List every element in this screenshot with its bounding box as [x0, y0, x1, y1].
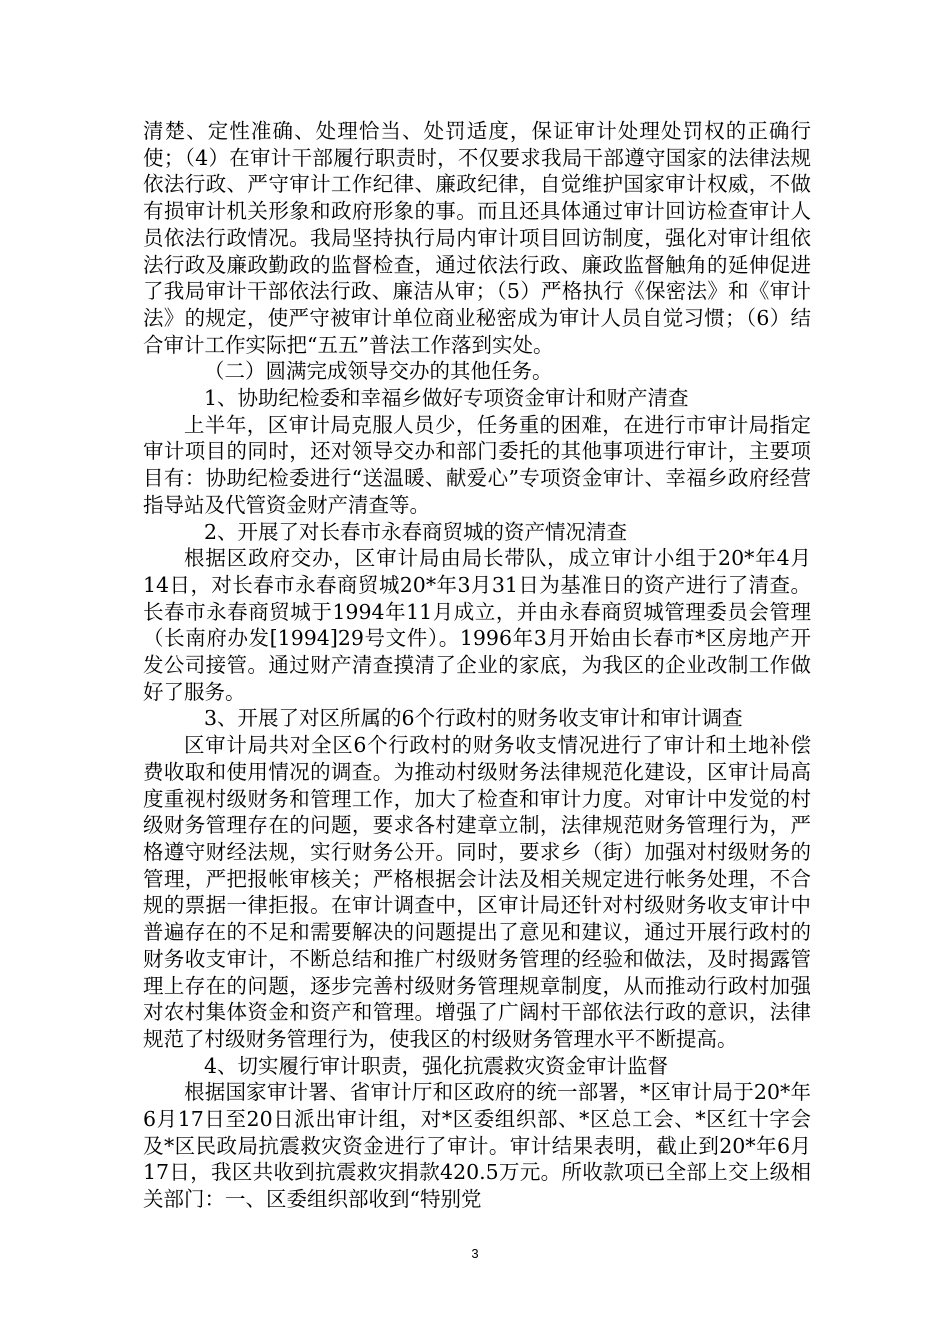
- page-number: 3: [471, 1246, 479, 1261]
- subheading-4: 4、切实履行审计职责，强化抗震救灾资金审计监督: [204, 1053, 669, 1078]
- subheading-1: 1、协助纪检委和幸福乡做好专项资金审计和财产清查: [204, 386, 689, 411]
- subheading-3: 3、开展了对区所属的6个行政村的财务收支审计和审计调查: [204, 706, 743, 731]
- subheading-2: 2、开展了对长春市永春商贸城的资产情况清查: [204, 519, 628, 544]
- paragraph-continuation: 清楚、定性准确、处理恰当、处罚适度，保证审计处理处罚权的正确行使；（4）在审计干部履行职责时，不仅要求我局干部遵守国家的法律法规依法行政、严守审计工作纪律、廉政纪律，自觉维护国家审计权威，不做有损审计机关形象和政府形象的事。而且还具体通过审计回访检查审计人员依法行政情况。我局坚持执行局内审计项目回访制度，强化对审计组依法行政及廉政勤政的监督检查，通过依法行政、廉政监督触角的延伸促进了我局审计干部依法行政、廉洁从审；（5）严格执行《保密法》和《审计法》的规定，使严守被审计单位商业秘密成为审计人员自觉习惯；（6）结合审计工作实际把“五五”普法工作落到实处。: [143, 119, 811, 357]
- paragraph-3: 区审计局共对全区6个行政村的财务收支情况进行了审计和土地补偿费收取和使用情况的调查。为推动村级财务法律规范化建设，区审计局高度重视村级财务和管理工作，加大了检查和审计力度。对审计中发觉的村级财务管理存在的问题，要求各村建章立制，法律规范财务管理行为，严格遵守财经法规，实行财务公开。同时，要求乡（街）加强对村级财务的管理，严把报帐审核关；严格根据会计法及相关规定进行帐务处理，不合规的票据一律拒报。在审计调查中，区审计局还针对村级财务收支审计中普遍存在的不足和需要解决的问题提出了意见和建议，通过开展行政村的财务收支审计，不断总结和推广村级财务管理的经验和做法，及时揭露管理上存在的问题，逐步完善村级财务管理规章制度，从而推动行政村加强对农村集体资金和资产和管理。增强了广阔村干部依法行政的意识，法律规范了村级财务管理行为，使我区的村级财务管理水平不断提高。: [143, 733, 811, 1051]
- document-body: [143, 118, 811, 1213]
- paragraph-4: 根据国家审计署、省审计厅和区政府的统一部署，*区审计局于20*年6月17日至20日派出审计组，对*区委组织部、*区总工会、*区红十字会及*区民政局抗震救灾资金进行了审计。审计结果表明，截止到20*年6月17日，我区共收到抗震救灾捐款420.5万元。所收款项已全部上交上级相关部门：一、区委组织部收到“特别党: [143, 1080, 811, 1212]
- paragraph-2: 根据区政府交办，区审计局由局长带队，成立审计小组于20*年4月14日，对长春市永春商贸城20*年3月31日为基准日的资产进行了清查。长春市永春商贸城于1994年11月成立，并由永春商贸城管理委员会管理（长南府办发[1994]29号文件）。1996年3月开始由长春市*区房地产开发公司接管。通过财产清查摸清了企业的家底，为我区的企业改制工作做好了服务。: [143, 546, 811, 704]
- paragraph-1: 上半年，区审计局克服人员少，任务重的困难，在进行市审计局指定审计项目的同时，还对领导交办和部门委托的其他事项进行审计，主要项目有：协助纪检委进行“送温暖、献爱心”专项资金审计、幸福乡政府经营指导站及代管资金财产清查等。: [143, 412, 811, 517]
- section-heading-2: （二）圆满完成领导交办的其他任务。: [204, 359, 553, 384]
